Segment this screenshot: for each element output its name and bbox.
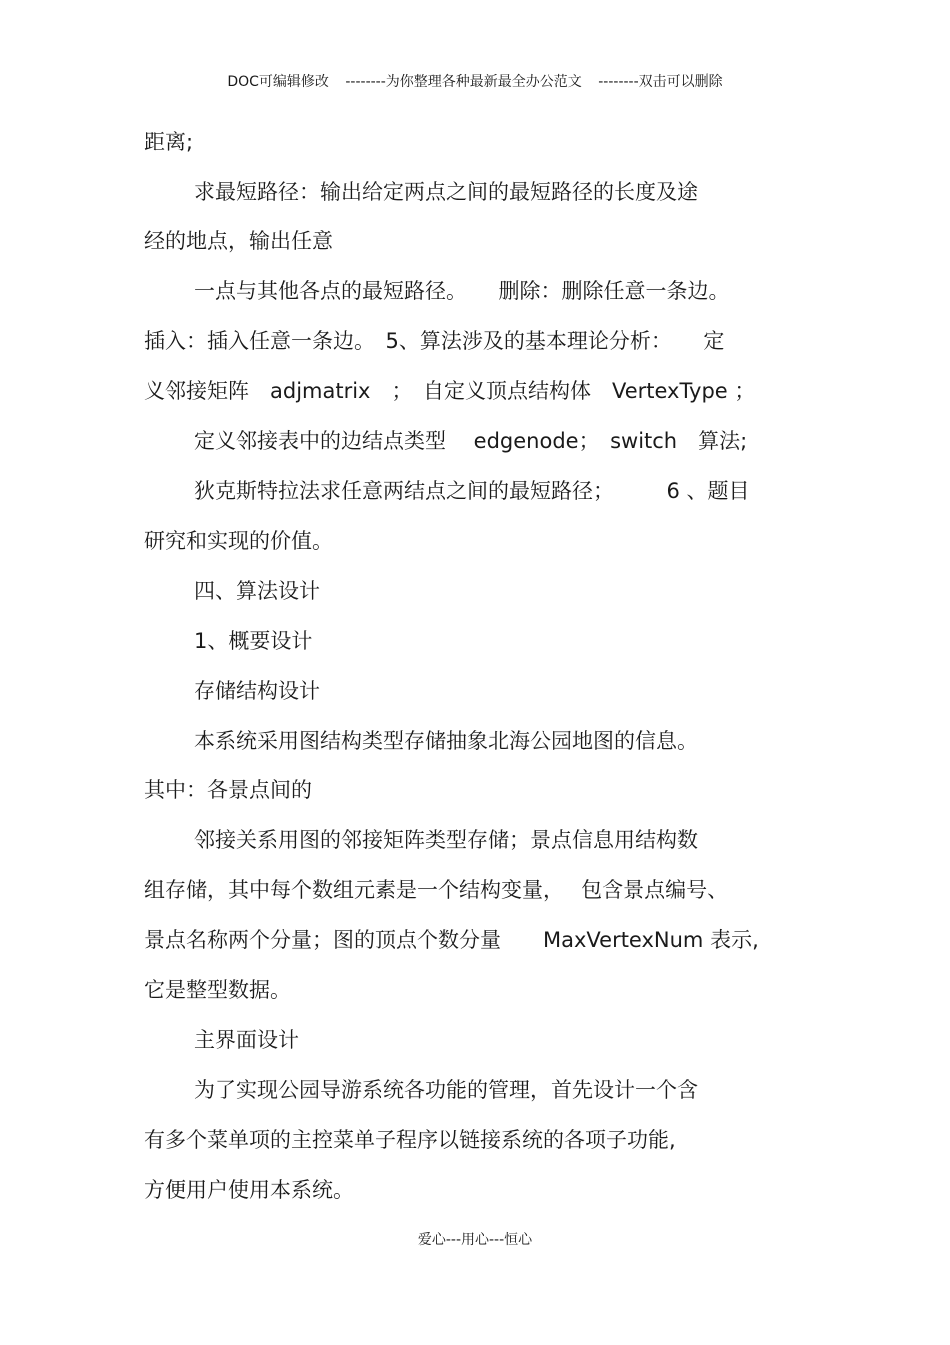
- text-line: 插入：插入任意一条边。 5、算法涉及的基本理论分析： 定: [144, 329, 725, 353]
- text-line: 其中：各景点间的: [144, 778, 312, 802]
- text-line: 景点名称两个分量；图的顶点个数分量 MaxVertexNum 表示,: [144, 928, 759, 952]
- page-footer: 爱心---用心---恒心: [417, 1232, 533, 1248]
- text-line: 经的地点，输出任意: [144, 229, 333, 253]
- text-line: 方便用户使用本系统。: [144, 1178, 354, 1202]
- section-heading: 四、算法设计: [194, 579, 320, 603]
- header-doc-label: DOC可编辑修改: [227, 74, 329, 90]
- text-line: 狄克斯特拉法求任意两结点之间的最短路径； 6 、题目: [194, 479, 750, 503]
- text-line: 定义邻接表中的边结点类型 edgenode； switch 算法;: [194, 429, 748, 453]
- text-line: 求最短路径：输出给定两点之间的最短路径的长度及途: [194, 180, 698, 204]
- header-delete-hint: --------双击可以删除: [598, 74, 723, 90]
- subsection-heading: 存储结构设计: [194, 679, 320, 703]
- text-line: 邻接关系用图的邻接矩阵类型存储；景点信息用结构数: [194, 828, 698, 852]
- text-line: 义邻接矩阵 adjmatrix ； 自定义顶点结构体 VertexType ；: [144, 379, 756, 403]
- text-line: 研究和实现的价值。: [144, 529, 333, 553]
- header-collection-label: --------为你整理各种最新最全办公范文: [345, 74, 582, 90]
- text-line: 一点与其他各点的最短路径。 删除：删除任意一条边。: [194, 279, 730, 303]
- text-line: 有多个菜单项的主控菜单子程序以链接系统的各项子功能,: [144, 1128, 676, 1152]
- text-line: 本系统采用图结构类型存储抽象北海公园地图的信息。: [194, 729, 698, 753]
- text-line: 组存储，其中每个数组元素是一个结构变量， 包含景点编号、: [144, 878, 729, 902]
- text-line: 它是整型数据。: [144, 978, 291, 1002]
- text-line: 为了实现公园导游系统各功能的管理，首先设计一个含: [194, 1078, 698, 1102]
- page-header: [0, 71, 950, 91]
- text-line: 距离;: [144, 130, 194, 154]
- subsection-heading: 主界面设计: [194, 1028, 299, 1052]
- subsection-heading: 1、概要设计: [194, 629, 313, 653]
